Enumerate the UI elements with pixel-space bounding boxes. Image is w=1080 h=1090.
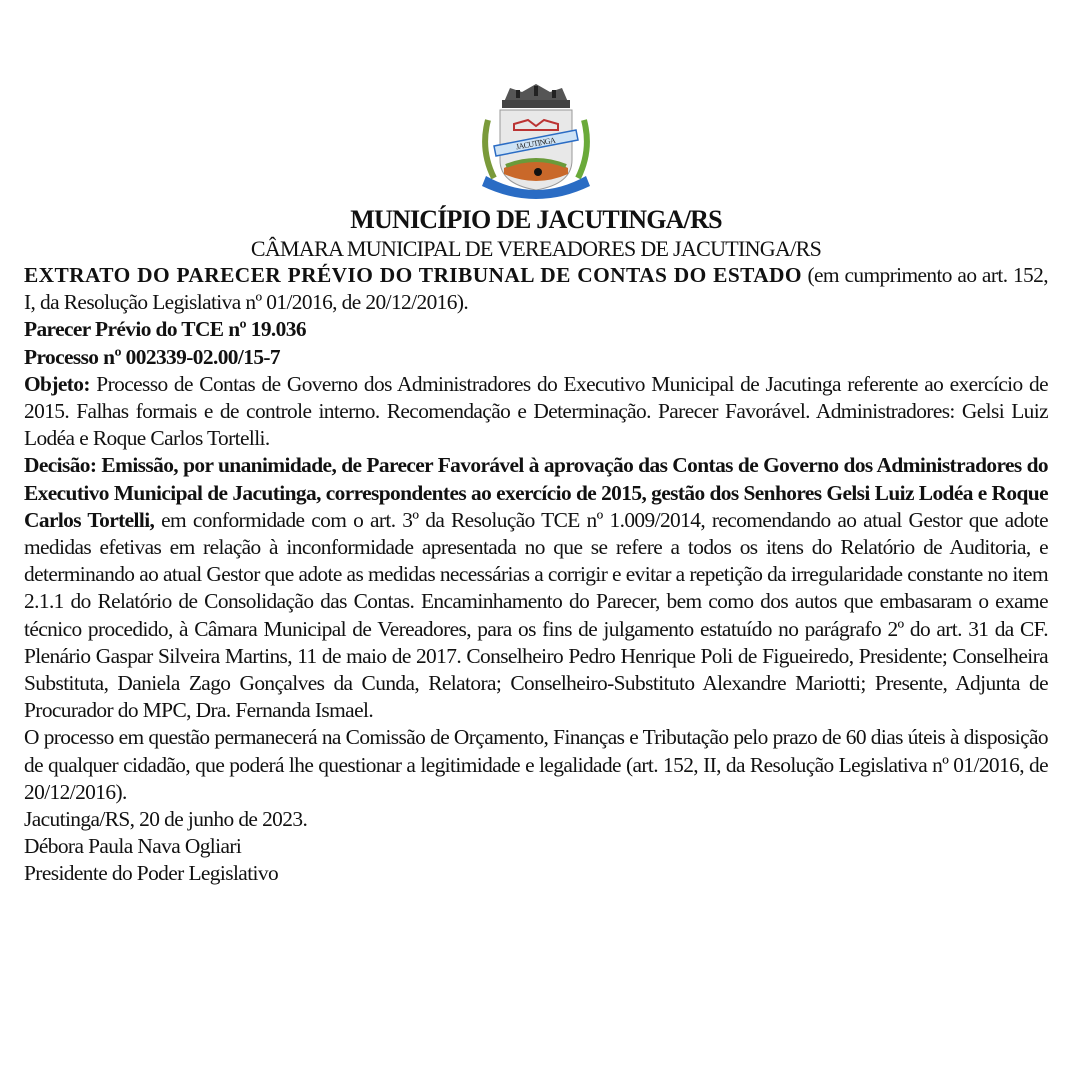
decisao-text: em conformidade com o art. 3º da Resolução TCE nº 1.009/2014, recomendando ao atual Gestor que adote medidas efetivas em relação à inconformidade apresentada no que se refere a todos os itens do Relatório de Auditoria, e determinando ao atual Gestor que adote as medidas necessárias a corrigir e evitar a repetição da irregularidade constante no item 2.1.1 do Relatório de Consolidação das Contas. Encaminhamento do Parecer, bem como dos autos que embasaram o exame técnico procedido, à Câmara Municipal de Vereadores, para os fins de julgamento estatuído no parágrafo 2º do art. 31 da CF. Plenário Gaspar Silveira Martins, 11 de maio de 2017. Conselheiro Pedro Henrique Poli de Figueiredo, Presidente; Conselheira Substituta, Daniela Zago Gonçalves da Cunda, Relatora; Conselheiro-Substituto Alexandre Mariotti; Presente, Adjunta de Procurador do MPC, Dra. Fernanda Ismael.: [24, 507, 1048, 723]
decisao-paragraph: [24, 452, 1048, 724]
notice-paragraph: O processo em questão permanecerá na Comissão de Orçamento, Finanças e Tributação pelo prazo de 60 dias úteis à disposição de qualquer cidadão, que poderá lhe questionar a legitimidade e legalidade (art. 152, II, da Resolução Legislativa nº 01/2016, de 20/12/2016).: [24, 725, 1048, 804]
page-subtitle: CÂMARA MUNICIPAL DE VEREADORES DE JACUTINGA/RS: [250, 236, 822, 261]
crest-label: JACUTINGA: [515, 135, 556, 152]
objeto-label: Objeto:: [24, 371, 90, 396]
page-title: MUNICÍPIO DE JACUTINGA/RS: [350, 205, 722, 234]
place-date: Jacutinga/RS, 20 de junho de 2023.: [24, 807, 308, 832]
signatory-name: Débora Paula Nava Ogliari: [24, 834, 242, 859]
extrato-paragraph: [24, 262, 1048, 316]
municipal-crest-icon: [466, 80, 606, 205]
decisao-bold-text: Decisão: Emissão, por unanimidade, de Parecer Favorável à aprovação das Contas de Governo dos Administradores do Executivo Municipal de Jacutinga, correspondentes ao exercício de 2015, gestão dos Senhores Gelsi Luiz Lodéa e Roque Carlos Tortelli,: [24, 453, 1048, 532]
processo-number: Processo nº 002339-02.00/15-7: [24, 344, 281, 369]
document-page: [24, 80, 1048, 888]
objeto-paragraph: [24, 371, 1048, 453]
objeto-text: Processo de Contas de Governo dos Administradores do Executivo Municipal de Jacutinga referente ao exercício de 2015. Falhas formais e de controle interno. Recomendação e Determinação. Parecer Favorável. Administradores: Gelsi Luiz Lodéa e Roque Carlos Tortelli.: [24, 371, 1048, 451]
signatory-role: Presidente do Poder Legislativo: [24, 861, 279, 886]
extrato-heading: EXTRATO DO PARECER PRÉVIO DO TRIBUNAL DE CONTAS DO ESTADO: [24, 263, 802, 287]
parecer-number: Parecer Prévio do TCE nº 19.036: [24, 317, 306, 342]
extrato-heading-tail: (em cumprimento ao art. 152, I, da Resolução Legislativa nº 01/2016, de 20/12/2016).: [24, 263, 1048, 315]
